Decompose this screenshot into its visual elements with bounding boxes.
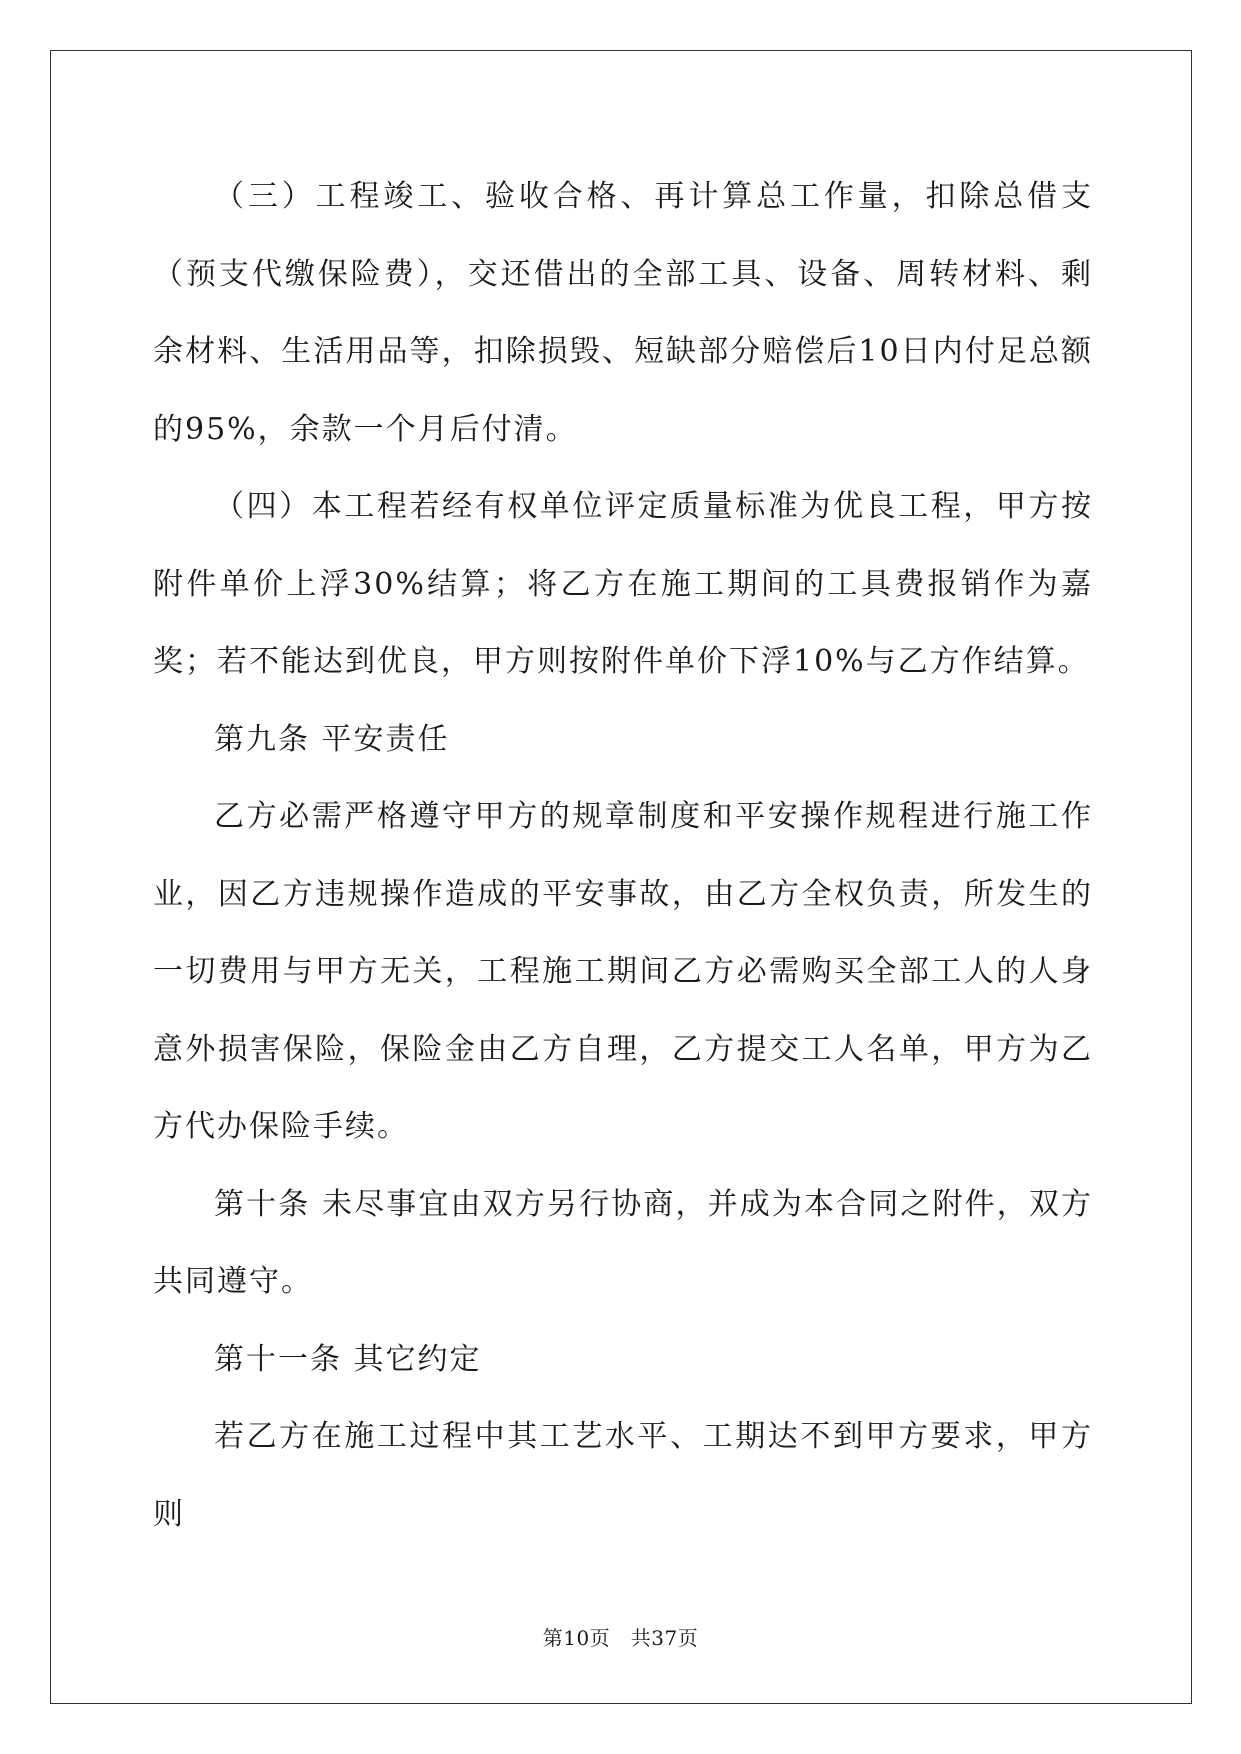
article-9-heading: 第九条 平安责任	[214, 721, 450, 757]
paragraph-other-agreements: 若乙方在施工过程中其工艺水平、工期达不到甲方要求，甲方则	[153, 1419, 1093, 1532]
article-10-paragraph: 第十条 未尽事宜由双方另行协商，并成为本合同之附件，双方共同遵守。	[153, 1186, 1093, 1299]
paragraph-quality-bonus: （四）本工程若经有权单位评定质量标准为优良工程，甲方按附件单价上浮30%结算；将乙方在施工期间的工具费报销作为嘉奖；若不能达到优良，甲方则按附件单价下浮10%与乙方作结算。	[153, 489, 1093, 679]
page-number-footer: 第10页 共37页	[542, 1626, 699, 1650]
article-11-heading: 第十一条 其它约定	[214, 1341, 482, 1377]
paragraph-payment-completion: （三）工程竣工、验收合格、再计算总工作量，扣除总借支（预支代缴保险费），交还借出的全部工具、设备、周转材料、剩余材料、生活用品等，扣除损毁、短缺部分赔偿后10日内付足总额的95%，余款一个月后付清。	[153, 179, 1093, 447]
paragraph-safety-responsibility: 乙方必需严格遵守甲方的规章制度和平安操作规程进行施工作业，因乙方违规操作造成的平安事故，由乙方全权负责，所发生的一切费用与甲方无关，工程施工期间乙方必需购买全部工人的人身意外损害保险，保险金由乙方自理，乙方提交工人名单，甲方为乙方代办保险手续。	[153, 799, 1093, 1144]
document-body	[153, 158, 1093, 1553]
